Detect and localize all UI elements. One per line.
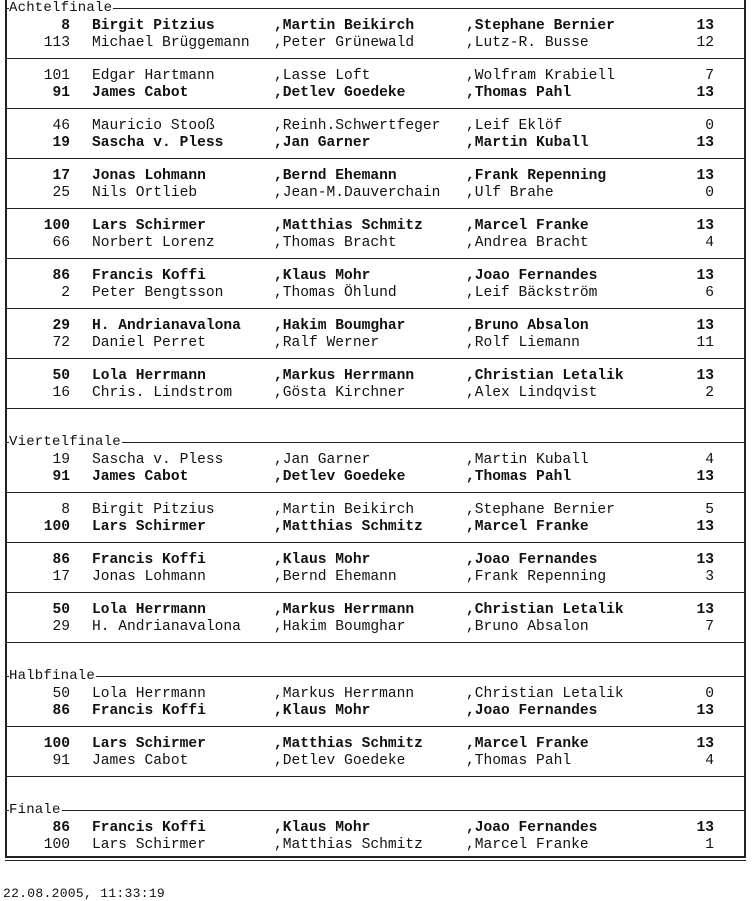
player-1: Lola Herrmann [92,368,206,384]
player-1: Birgit Pitzius [92,18,215,34]
player-2: ,Reinh.Schwertfeger [274,118,441,134]
player-1: James Cabot [92,85,189,101]
team-seed: 100 [43,736,70,752]
player-2: ,Klaus Mohr [274,552,371,568]
player-2: ,Detlev Goedeke [274,469,406,485]
stage-end-separator [5,860,746,861]
player-2: ,Jean-M.Dauverchain [274,185,441,201]
team-row [0,602,753,618]
stage-end-separator [5,642,746,643]
player-3: ,Joao Fernandes [466,552,598,568]
team-score: 3 [705,569,714,585]
player-3: ,Martin Kuball [466,452,589,468]
player-2: ,Thomas Öhlund [274,285,397,301]
team-seed: 113 [43,35,70,51]
player-3: ,Joao Fernandes [466,703,598,719]
team-seed: 91 [52,753,70,769]
team-row [0,452,753,468]
team-score: 13 [696,736,714,752]
player-3: ,Stephane Bernier [466,502,615,518]
player-2: ,Jan Garner [274,135,371,151]
player-2: ,Klaus Mohr [274,820,371,836]
player-1: Peter Bengtsson [92,285,224,301]
player-3: ,Christian Letalik [466,686,624,702]
stage-divider [5,8,746,9]
team-score: 13 [696,318,714,334]
team-score: 0 [705,118,714,134]
team-score: 5 [705,502,714,518]
team-row [0,118,753,134]
team-row [0,35,753,51]
team-row [0,18,753,34]
player-3: ,Martin Kuball [466,135,589,151]
player-3: ,Wolfram Krabiell [466,68,615,84]
match-separator [5,492,746,493]
team-seed: 8 [61,502,70,518]
player-3: ,Leif Bäckström [466,285,598,301]
player-1: Lars Schirmer [92,736,206,752]
team-seed: 72 [52,335,70,351]
player-1: Francis Koffi [92,703,206,719]
stage-title: Viertelfinale [9,434,121,450]
team-score: 13 [696,135,714,151]
team-score: 13 [696,268,714,284]
team-row [0,135,753,151]
player-1: Birgit Pitzius [92,502,215,518]
player-1: Jonas Lohmann [92,569,206,585]
player-1: Sascha v. Pless [92,135,224,151]
stage-divider [5,810,746,811]
team-seed: 29 [52,619,70,635]
player-2: ,Markus Herrmann [274,602,415,618]
team-score: 7 [705,619,714,635]
player-1: Norbert Lorenz [92,235,215,251]
player-2: ,Martin Beikirch [274,502,415,518]
player-1: Mauricio Stooß [92,118,215,134]
player-1: Sascha v. Pless [92,452,224,468]
player-3: ,Joao Fernandes [466,268,598,284]
match-separator [5,108,746,109]
match-separator [5,58,746,59]
team-row [0,569,753,585]
stage-divider [5,676,746,677]
player-3: ,Marcel Franke [466,519,589,535]
team-row [0,502,753,518]
team-row [0,519,753,535]
player-1: James Cabot [92,753,189,769]
player-2: ,Detlev Goedeke [274,85,406,101]
team-seed: 46 [52,118,70,134]
player-3: ,Bruno Absalon [466,619,589,635]
player-1: Nils Ortlieb [92,185,198,201]
team-row [0,368,753,384]
team-row [0,68,753,84]
team-seed: 8 [61,18,70,34]
team-score: 13 [696,368,714,384]
player-2: ,Matthias Schmitz [274,837,423,853]
player-2: ,Matthias Schmitz [274,218,423,234]
team-row [0,235,753,251]
team-seed: 91 [52,469,70,485]
player-3: ,Ulf Brahe [466,185,554,201]
team-score: 13 [696,519,714,535]
team-row [0,285,753,301]
team-seed: 86 [52,268,70,284]
team-score: 1 [705,837,714,853]
player-2: ,Peter Grünewald [274,35,415,51]
team-seed: 2 [61,285,70,301]
team-row [0,703,753,719]
team-seed: 50 [52,602,70,618]
team-seed: 101 [43,68,70,84]
player-3: ,Alex Lindqvist [466,385,598,401]
player-1: Daniel Perret [92,335,206,351]
player-3: ,Thomas Pahl [466,753,572,769]
match-separator [5,308,746,309]
player-1: Lola Herrmann [92,686,206,702]
player-2: ,Hakim Boumghar [274,619,406,635]
team-row [0,753,753,769]
player-1: Michael Brüggemann [92,35,250,51]
team-seed: 86 [52,552,70,568]
player-2: ,Klaus Mohr [274,268,371,284]
player-1: Lars Schirmer [92,519,206,535]
team-score: 4 [705,235,714,251]
team-row [0,318,753,334]
stage-title: Achtelfinale [9,0,113,16]
team-score: 2 [705,385,714,401]
team-seed: 17 [52,168,70,184]
team-row [0,469,753,485]
player-2: ,Lasse Loft [274,68,371,84]
player-2: ,Gösta Kirchner [274,385,406,401]
player-2: ,Detlev Goedeke [274,753,406,769]
team-seed: 25 [52,185,70,201]
stage-title: Finale [9,802,61,818]
player-2: ,Thomas Bracht [274,235,397,251]
player-2: ,Jan Garner [274,452,371,468]
player-3: ,Frank Repenning [466,569,607,585]
team-score: 7 [705,68,714,84]
player-2: ,Martin Beikirch [274,18,415,34]
team-row [0,736,753,752]
team-row [0,335,753,351]
player-3: ,Marcel Franke [466,736,589,752]
player-2: ,Bernd Ehemann [274,168,397,184]
player-3: ,Christian Letalik [466,368,624,384]
player-2: ,Hakim Boumghar [274,318,406,334]
stage-end-separator [5,776,746,777]
player-2: ,Matthias Schmitz [274,519,423,535]
player-3: ,Marcel Franke [466,218,589,234]
player-3: ,Andrea Bracht [466,235,589,251]
team-score: 13 [696,602,714,618]
team-seed: 50 [52,368,70,384]
print-timestamp: 22.08.2005, 11:33:19 [3,886,166,901]
team-seed: 19 [52,452,70,468]
player-1: James Cabot [92,469,189,485]
player-1: Lars Schirmer [92,837,206,853]
player-3: ,Bruno Absalon [466,318,589,334]
player-1: Francis Koffi [92,820,206,836]
player-1: Lola Herrmann [92,602,206,618]
player-2: ,Matthias Schmitz [274,736,423,752]
match-separator [5,542,746,543]
team-row [0,185,753,201]
match-separator [5,358,746,359]
team-score: 11 [696,335,714,351]
player-1: H. Andrianavalona [92,619,241,635]
player-3: ,Marcel Franke [466,837,589,853]
player-2: ,Klaus Mohr [274,703,371,719]
team-seed: 29 [52,318,70,334]
match-separator [5,726,746,727]
player-3: ,Thomas Pahl [466,85,572,101]
player-2: ,Ralf Werner [274,335,380,351]
team-score: 12 [696,35,714,51]
player-1: H. Andrianavalona [92,318,241,334]
match-separator [5,158,746,159]
team-row [0,552,753,568]
team-score: 4 [705,452,714,468]
team-seed: 16 [52,385,70,401]
team-seed: 100 [43,218,70,234]
player-3: ,Lutz-R. Busse [466,35,589,51]
team-seed: 19 [52,135,70,151]
player-2: ,Bernd Ehemann [274,569,397,585]
player-1: Chris. Lindstrom [92,385,233,401]
player-2: ,Markus Herrmann [274,686,415,702]
stage-end-separator [5,408,746,409]
player-1: Francis Koffi [92,552,206,568]
player-3: ,Stephane Bernier [466,18,615,34]
team-row [0,85,753,101]
player-2: ,Markus Herrmann [274,368,415,384]
team-row [0,218,753,234]
team-score: 13 [696,85,714,101]
team-row [0,619,753,635]
team-row [0,385,753,401]
team-seed: 100 [43,519,70,535]
player-3: ,Leif Eklöf [466,118,563,134]
team-seed: 86 [52,703,70,719]
player-1: Francis Koffi [92,268,206,284]
match-separator [5,592,746,593]
team-score: 13 [696,820,714,836]
team-seed: 17 [52,569,70,585]
player-3: ,Thomas Pahl [466,469,572,485]
team-seed: 66 [52,235,70,251]
team-row [0,268,753,284]
team-score: 0 [705,185,714,201]
match-separator [5,208,746,209]
team-seed: 91 [52,85,70,101]
team-score: 13 [696,218,714,234]
team-score: 13 [696,703,714,719]
team-score: 13 [696,552,714,568]
team-row [0,168,753,184]
team-score: 13 [696,18,714,34]
team-score: 0 [705,686,714,702]
player-3: ,Christian Letalik [466,602,624,618]
team-score: 13 [696,469,714,485]
team-score: 6 [705,285,714,301]
team-seed: 86 [52,820,70,836]
team-row [0,837,753,853]
player-1: Jonas Lohmann [92,168,206,184]
player-1: Edgar Hartmann [92,68,215,84]
team-row [0,686,753,702]
team-seed: 100 [43,837,70,853]
team-score: 13 [696,168,714,184]
player-3: ,Frank Repenning [466,168,607,184]
player-1: Lars Schirmer [92,218,206,234]
match-separator [5,258,746,259]
stage-title: Halbfinale [9,668,96,684]
player-3: ,Joao Fernandes [466,820,598,836]
team-row [0,820,753,836]
player-3: ,Rolf Liemann [466,335,580,351]
team-score: 4 [705,753,714,769]
team-seed: 50 [52,686,70,702]
